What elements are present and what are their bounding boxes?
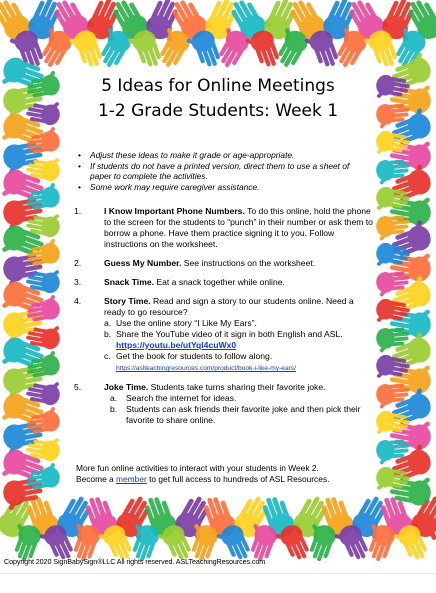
sub-item xyxy=(104,393,374,404)
item-text: Students take turns sharing their favorite joke. xyxy=(148,382,326,392)
title-line-1: 5 Ideas for Online Meetings xyxy=(101,76,335,96)
idea-item-2 xyxy=(72,258,374,269)
footer-note xyxy=(76,463,376,485)
book-product-link[interactable]: https://aslteachingresources.com/product/book-i-like-my-ears/ xyxy=(116,365,296,372)
item-number: 1. xyxy=(74,206,82,216)
page-title xyxy=(60,74,376,124)
item-text: Eat a snack together while online. xyxy=(154,277,285,287)
footer-text-before: Become a xyxy=(76,474,117,484)
item-number: 2. xyxy=(74,258,82,268)
sub-item-letter: a. xyxy=(104,318,112,328)
sub-item-letter: a. xyxy=(110,393,118,403)
copyright-text: Copyright 2020 SignBabySign®LLC All rights reserved. ASLTeachingResources.com xyxy=(4,557,266,566)
sub-item-text: Get the book for students to follow along. xyxy=(116,351,273,361)
tip-bullet: • Adjust these ideas to make it grade or age-appropriate. xyxy=(76,150,366,161)
sub-item-text: Share the YouTube video of it sign in both English and ASL. xyxy=(116,329,343,339)
idea-item-5 xyxy=(72,382,374,426)
item-heading: Story Time. xyxy=(104,296,151,306)
item-number: 4. xyxy=(74,296,82,306)
tips-bullet-list xyxy=(76,150,366,192)
item-heading: Guess My Number. xyxy=(104,258,182,268)
page-divider xyxy=(0,573,436,574)
item-number: 5. xyxy=(74,382,82,392)
idea-item-1 xyxy=(72,206,374,250)
footer-line-1: More fun online activities to interact with your students in Week 2. xyxy=(76,463,319,473)
sub-item-text: Use the online story “I Like My Ears”. xyxy=(116,318,257,328)
sub-item-text: Search the internet for ideas. xyxy=(126,393,237,403)
sub-item-letter: c. xyxy=(104,351,111,361)
item-heading: I Know Important Phone Numbers. xyxy=(104,206,245,216)
title-line-2: 1-2 Grade Students: Week 1 xyxy=(97,101,339,121)
sub-item xyxy=(104,404,374,426)
idea-item-3 xyxy=(72,277,374,288)
sub-item xyxy=(104,329,374,351)
item-number: 3. xyxy=(74,277,82,287)
tip-bullet: • Some work may require caregiver assistance. xyxy=(76,182,366,193)
footer-line-2 xyxy=(76,474,376,485)
sub-item xyxy=(104,318,374,329)
footer-text-after: to get full access to hundreds of ASL Resources. xyxy=(146,474,330,484)
item-heading: Snack Time. xyxy=(104,277,154,287)
sub-item-letter: b. xyxy=(104,329,112,339)
ideas-list xyxy=(72,206,374,434)
sub-item-text: Students can ask friends their favorite joke and then pick their favorite to share online. xyxy=(126,404,361,425)
member-link[interactable]: member xyxy=(116,474,147,484)
sub-item-letter: b. xyxy=(110,404,118,414)
youtube-video-link[interactable]: https://youtu.be/utYql4cuWx0 xyxy=(116,340,237,350)
tip-bullet: • If students do not have a printed version, direct them to use a sheet of paper to complete the activities. xyxy=(76,161,366,182)
item-text: Read and sign a story to our students online. Need a ready to go resource? xyxy=(104,296,354,317)
item-text: To do this online, hold the phone to the screen for the students to “punch” in their number or ask them to borrow a phone. Have them practice signing it to you. Follow instructions on the worksheet. xyxy=(104,206,373,249)
idea-item-4 xyxy=(72,296,374,374)
sub-item xyxy=(104,351,374,374)
item-heading: Joke Time. xyxy=(104,382,149,392)
item-text: See instructions on the worksheet. xyxy=(181,258,316,268)
